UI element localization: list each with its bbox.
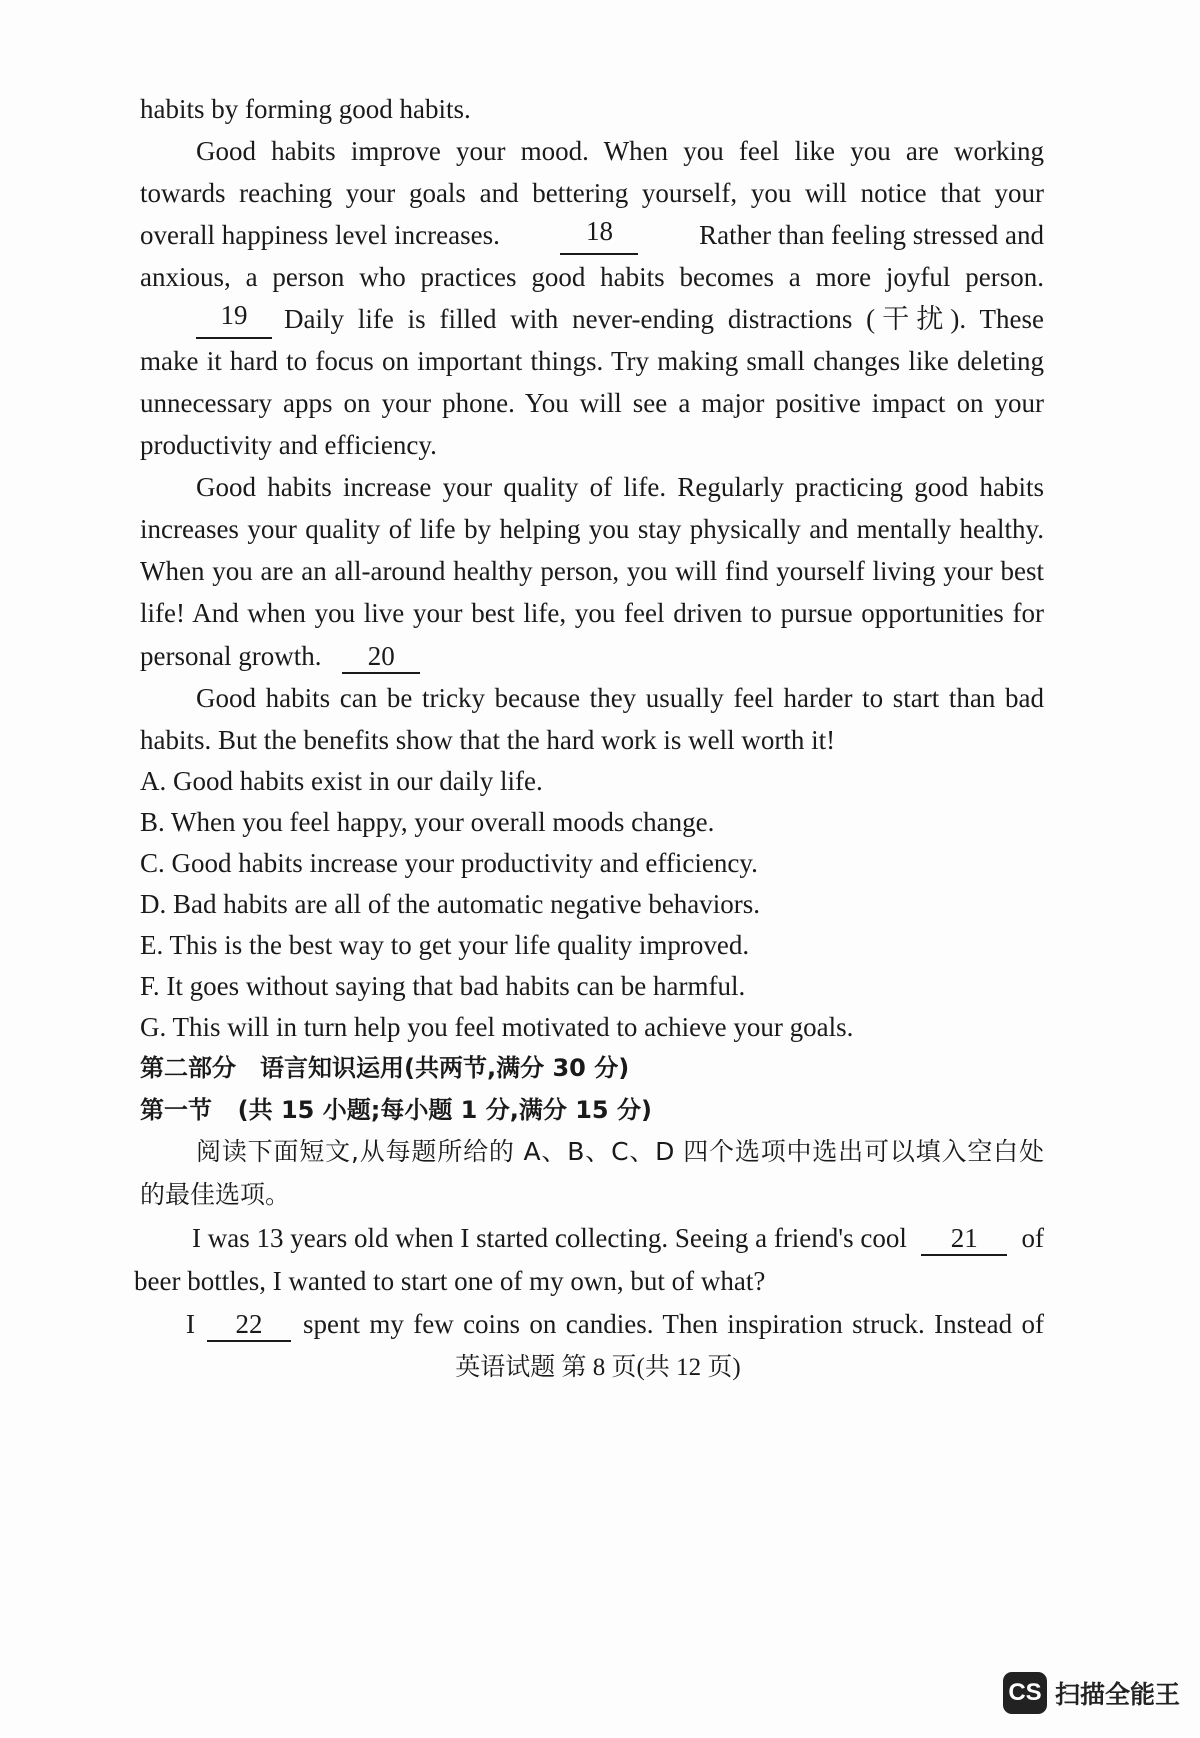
instruction-line: 的最佳选项。 xyxy=(140,1180,291,1209)
paragraph-text: overall happiness level increases. xyxy=(140,220,500,250)
paragraph-line: habits. But the benefits show that the hard work is well worth it! xyxy=(140,725,836,755)
option-item: E. This is the best way to get your life quality improved. xyxy=(140,930,750,960)
instruction-line: 阅读下面短文,从每题所给的 A、B、C、D 四个选项中选出可以填入空白处 xyxy=(196,1137,1044,1166)
paragraph-text: Daily life is filled with never-ending distractions (干扰). These xyxy=(284,304,1044,334)
scanner-watermark xyxy=(1003,1672,1180,1714)
paragraph-line: life! And when you live your best life, you feel driven to pursue opportunities for xyxy=(140,598,1044,628)
watermark-text: 扫描全能王 xyxy=(1055,1680,1181,1709)
answer-blank-20: 20 xyxy=(342,640,420,674)
paragraph-line: increases your quality of life by helping you stay physically and mentally healthy. xyxy=(140,514,1044,544)
paragraph-text: of xyxy=(1021,1223,1044,1253)
page-footer: 英语试题 第 8 页(共 12 页) xyxy=(455,1354,741,1381)
option-item: F. It goes without saying that bad habits can be harmful. xyxy=(140,971,746,1001)
option-item: D. Bad habits are all of the automatic negative behaviors. xyxy=(140,889,761,919)
paragraph-line: towards reaching your goals and bettering yourself, you will notice that your xyxy=(140,178,1044,208)
paragraph-text: I xyxy=(186,1309,195,1339)
answer-blank-18: 18 xyxy=(560,215,638,255)
paragraph-line xyxy=(192,1218,1044,1258)
paragraph-line xyxy=(140,215,1044,255)
section-heading xyxy=(140,1090,1044,1130)
option-item: A. Good habits exist in our daily life. xyxy=(140,766,543,796)
option-item: B. When you feel happy, your overall moods change. xyxy=(140,807,715,837)
paragraph-line: Good habits improve your mood. When you feel like you are working xyxy=(196,136,1044,166)
paragraph-line: habits by forming good habits. xyxy=(140,94,471,124)
answer-blank-22: 22 xyxy=(207,1308,291,1342)
paragraph-line: anxious, a person who practices good habits becomes a more joyful person. xyxy=(140,262,1044,292)
paragraph-line xyxy=(186,1304,1044,1344)
paragraph-line: beer bottles, I wanted to start one of my own, but of what? xyxy=(134,1266,766,1296)
paragraph-line xyxy=(140,636,1044,676)
paragraph-line: make it hard to focus on important things. Try making small changes like deleting xyxy=(140,346,1044,376)
paragraph-text: spent my few coins on candies. Then inspiration struck. Instead of xyxy=(303,1309,1044,1339)
paragraph-line: Good habits can be tricky because they usually feel harder to start than bad xyxy=(196,683,1044,713)
section-note: (共 15 小题;每小题 1 分,满分 15 分) xyxy=(237,1096,652,1124)
paragraph-line: When you are an all-around healthy person, you will find yourself living your best xyxy=(140,556,1044,586)
paragraph-line: productivity and efficiency. xyxy=(140,430,437,460)
paragraph-line: unnecessary apps on your phone. You will see a major positive impact on your xyxy=(140,388,1044,418)
camscanner-logo-icon: CS xyxy=(1003,1672,1047,1714)
paragraph-text: I was 13 years old when I started collecting. Seeing a friend's cool xyxy=(192,1223,907,1253)
option-item: G. This will in turn help you feel motivated to achieve your goals. xyxy=(140,1012,854,1042)
answer-blank-21: 21 xyxy=(921,1222,1007,1256)
option-item: C. Good habits increase your productivity and efficiency. xyxy=(140,848,758,878)
section-title: 第一节 xyxy=(140,1096,212,1124)
paragraph-text: personal growth. xyxy=(140,641,322,671)
paragraph-line xyxy=(196,299,1044,339)
answer-blank-19: 19 xyxy=(196,299,272,339)
paragraph-line: Good habits increase your quality of life. Regularly practicing good habits xyxy=(196,472,1044,502)
part-heading: 第二部分 语言知识运用(共两节,满分 30 分) xyxy=(140,1054,630,1082)
paragraph-text: Rather than feeling stressed and xyxy=(699,220,1044,250)
